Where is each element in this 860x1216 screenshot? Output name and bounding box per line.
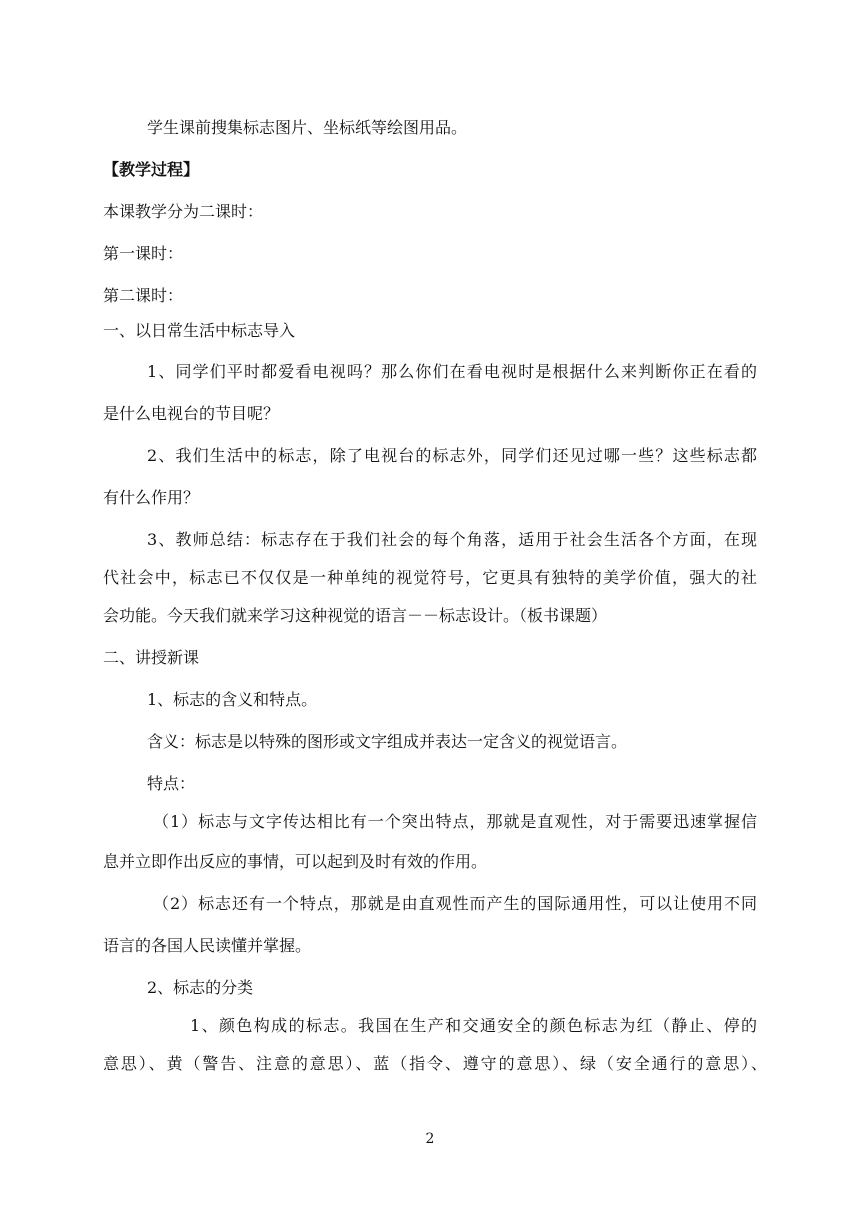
color-sign-line1: 1、颜色构成的标志。我国在生产和交通安全的颜色标志为红（静止、停的	[190, 1016, 757, 1035]
summary-line3: 会功能。今天我们就来学习这种视觉的语言－－标志设计。（板书课题）	[103, 606, 608, 625]
feature2-line1: （2）标志还有一个特点，那就是由直观性而产生的国际通用性，可以让使用不同	[153, 894, 757, 913]
part1-title: 一、以日常生活中标志导入	[103, 321, 296, 340]
first-period-line: 第一课时：	[103, 244, 184, 263]
meaning-title: 1、标志的含义和特点。	[147, 690, 318, 709]
section-heading: 【教学过程】	[103, 160, 200, 179]
question1-line1: 1、同学们平时都爱看电视吗？那么你们在看电视时是根据什么来判断你正在看的	[147, 362, 757, 381]
feature1-line2: 息并立即作出反应的事情，可以起到及时有效的作用。	[103, 852, 488, 871]
summary-line1: 3、教师总结：标志存在于我们社会的每个角落，适用于社会生活各个方面，在现	[147, 530, 757, 549]
page-number: 2	[425, 1131, 435, 1147]
lesson-split-line: 本课教学分为二课时：	[103, 202, 264, 221]
color-sign-line2: 意思）、黄（警告、注意的意思）、蓝（指令、遵守的意思）、绿（安全通行的意思）、	[103, 1054, 767, 1073]
summary-line2: 代社会中，标志已不仅仅是一种单纯的视觉符号，它更具有独特的美学价值，强大的社	[103, 568, 757, 587]
question1-line2: 是什么电视台的节目呢？	[103, 404, 280, 423]
materials-line: 学生课前搜集标志图片、坐标纸等绘图用品。	[147, 118, 468, 137]
feature2-line2: 语言的各国人民读懂并掌握。	[103, 936, 312, 955]
part2-title: 二、讲授新课	[103, 648, 200, 667]
features-label: 特点：	[147, 774, 196, 793]
question2-line1: 2、我们生活中的标志，除了电视台的标志外，同学们还见过哪一些？这些标志都	[147, 446, 757, 465]
meaning-definition: 含义：标志是以特殊的图形或文字组成并表达一定含义的视觉语言。	[147, 732, 628, 751]
classification-title: 2、标志的分类	[147, 978, 254, 997]
feature1-line1: （1）标志与文字传达相比有一个突出特点，那就是直观性，对于需要迅速掌握信	[153, 812, 757, 831]
second-period-line: 第二课时：	[103, 286, 184, 305]
question2-line2: 有什么作用？	[103, 488, 200, 507]
